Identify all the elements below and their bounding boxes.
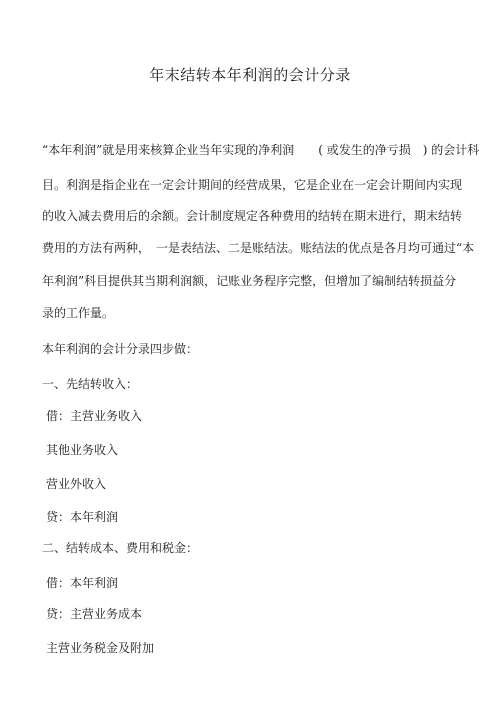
document-title: 年末结转本年利润的会计分录: [149, 66, 351, 84]
steps-intro: 本年利润的会计分录四步做：: [42, 342, 199, 356]
paragraph-line-4: 费用的方法有两种， 一是表结法、二是账结法。账结法的优点是各月均可通过“本: [42, 241, 475, 255]
step2-heading: 二、结转成本、费用和税金：: [42, 541, 199, 555]
paragraph-line-6: 录的工作量。: [42, 306, 115, 320]
paragraph-line-5: 年利润”科目提供其当期利润额，记账业务程序完整，但增加了编制结转损益分: [42, 274, 457, 288]
step2-credit-main-cost: 贷：主营业务成本: [46, 607, 143, 621]
step2-main-tax: 主营业务税金及附加: [46, 641, 155, 655]
step1-credit-profit: 贷：本年利润: [46, 510, 119, 524]
step2-debit-profit: 借：本年利润: [46, 576, 119, 590]
paragraph-line-3: 的收入减去费用后的余额。会计制度规定各种费用的结转在期末进行，期末结转: [42, 209, 463, 223]
paragraph-line-1: “本年利润”就是用来核算企业当年实现的净利润 ( 或发生的净亏损 ) 的会计科: [42, 143, 480, 157]
step1-nonoperating-income: 营业外收入: [46, 477, 107, 491]
step1-other-revenue: 其他业务收入: [46, 443, 119, 457]
step1-heading: 一、先结转收入：: [42, 377, 139, 391]
paragraph-line-2: 目。利润是指企业在一定会计期间的经营成果，它是企业在一定会计期间内实现: [42, 178, 463, 192]
step1-debit-main-revenue: 借：主营业务收入: [46, 409, 143, 423]
